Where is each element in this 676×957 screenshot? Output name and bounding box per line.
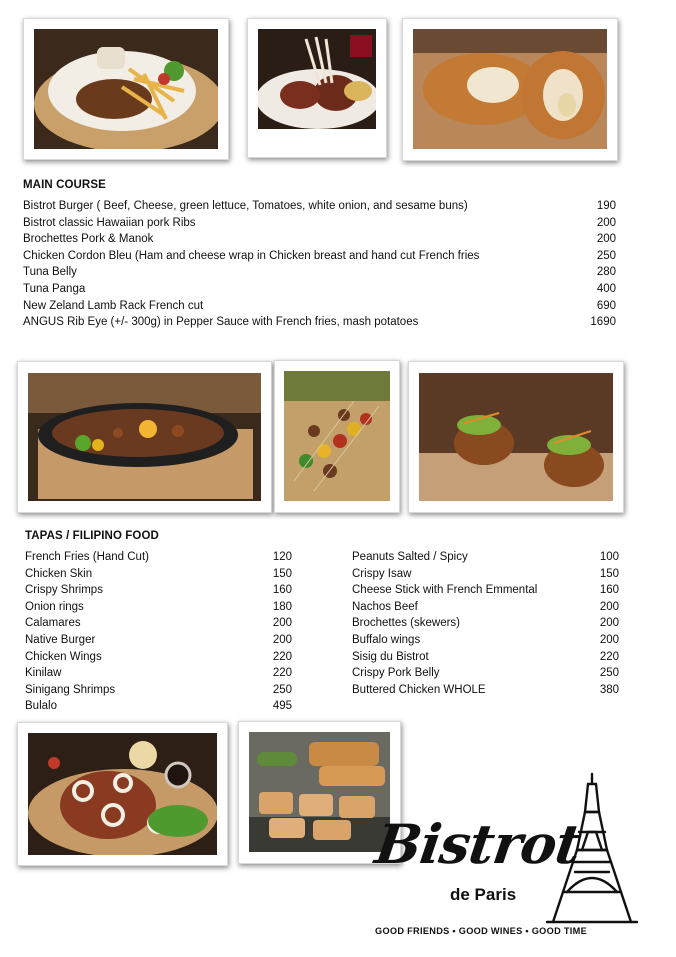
menu-item-row xyxy=(352,582,619,599)
menu-item-row xyxy=(25,615,292,632)
menu-item-name: Kinilaw xyxy=(25,667,62,680)
photo-burger-ribs xyxy=(23,18,229,160)
menu-item-price: 690 xyxy=(596,299,616,312)
photo-sisig-platter xyxy=(17,361,272,513)
menu-item-price: 1690 xyxy=(590,316,616,329)
menu-item-price: 220 xyxy=(599,650,619,663)
menu-item-name: Crispy Shrimps xyxy=(25,584,103,597)
brochette-skewers-image xyxy=(284,371,390,501)
photo-cordon-bleu xyxy=(402,18,618,161)
menu-item-name: Crispy Pork Belly xyxy=(352,667,440,680)
chicken-cordon-bleu-image xyxy=(413,29,607,149)
photo-tapas-bites xyxy=(408,361,624,513)
menu-item-name: Chicken Cordon Bleu (Ham and cheese wrap in Chicken breast and hand cut French fries xyxy=(23,249,480,262)
menu-item-name: Tuna Belly xyxy=(23,266,77,279)
menu-item-name: Buffalo wings xyxy=(352,634,421,646)
menu-item-price: 160 xyxy=(272,584,292,597)
menu-item-price: 200 xyxy=(272,634,292,646)
menu-item-name: Bulalo xyxy=(25,700,57,713)
menu-item-row xyxy=(25,599,292,616)
bistrot-logo xyxy=(368,772,658,947)
menu-item-price: 220 xyxy=(272,667,292,680)
lamb-rack-image xyxy=(258,29,376,129)
menu-item-row xyxy=(352,615,619,632)
menu-item-name: Calamares xyxy=(25,617,81,630)
logo-wordmark: Bistrot xyxy=(371,812,585,876)
menu-item-row xyxy=(23,264,616,281)
menu-item-name: Chicken Skin xyxy=(25,567,93,580)
menu-item-name: Tuna Panga xyxy=(23,283,86,295)
roast-pork-onion-rings-image xyxy=(28,733,217,855)
menu-item-row xyxy=(23,215,616,232)
menu-item-price: 120 xyxy=(272,551,292,563)
menu-item-row xyxy=(352,566,619,583)
menu-item-name: New Zeland Lamb Rack French cut xyxy=(23,299,204,312)
menu-item-row xyxy=(352,649,619,666)
menu-item-row xyxy=(23,314,616,331)
menu-item-row xyxy=(25,649,292,666)
menu-item-price: 495 xyxy=(272,700,292,713)
menu-item-row xyxy=(25,566,292,583)
menu-item-price: 250 xyxy=(272,683,292,696)
menu-item-row xyxy=(25,665,292,682)
menu-item-price: 200 xyxy=(599,617,619,630)
main-course-title: MAIN COURSE xyxy=(23,179,106,191)
menu-item-price: 200 xyxy=(599,634,619,646)
sizzling-sisig-image xyxy=(28,373,261,501)
photo-lamb-rack xyxy=(247,18,387,158)
menu-item-price: 160 xyxy=(599,584,619,597)
menu-item-name: ANGUS Rib Eye (+/- 300g) in Pepper Sauce with French fries, mash potatoes xyxy=(23,316,419,329)
menu-item-name: Cheese Stick with French Emmental xyxy=(352,584,538,597)
menu-item-name: Bistrot Burger ( Beef, Cheese, green lettuce, Tomatoes, white onion, and sesame buns) xyxy=(23,200,468,212)
menu-item-name: Sinigang Shrimps xyxy=(25,683,116,696)
menu-item-name: Onion rings xyxy=(25,600,84,613)
menu-item-price: 150 xyxy=(272,567,292,580)
menu-item-row xyxy=(23,298,616,315)
menu-item-price: 200 xyxy=(272,617,292,630)
menu-item-price: 400 xyxy=(596,283,616,295)
menu-item-name: Peanuts Salted / Spicy xyxy=(352,551,468,563)
menu-item-name: French Fries (Hand Cut) xyxy=(25,551,149,563)
menu-item-price: 200 xyxy=(596,233,616,246)
menu-item-row xyxy=(23,248,616,265)
menu-item-price: 200 xyxy=(599,600,619,613)
menu-item-price: 250 xyxy=(596,249,616,262)
menu-item-price: 280 xyxy=(596,266,616,279)
menu-item-row xyxy=(23,198,616,215)
crispy-bites-image xyxy=(419,373,613,501)
menu-item-name: Crispy Isaw xyxy=(352,567,412,580)
menu-item-name: Brochettes (skewers) xyxy=(352,617,461,630)
menu-item-name: Native Burger xyxy=(25,634,96,646)
menu-item-name: Nachos Beef xyxy=(352,600,418,613)
menu-item-name: Bistrot classic Hawaiian pork Ribs xyxy=(23,216,196,229)
menu-item-row xyxy=(352,549,619,566)
menu-item-price: 190 xyxy=(596,200,616,212)
menu-item-price: 380 xyxy=(599,683,619,696)
menu-item-row xyxy=(23,281,616,298)
menu-item-price: 100 xyxy=(599,551,619,563)
menu-item-row xyxy=(25,698,292,715)
photo-pork-roast xyxy=(17,722,228,866)
menu-item-row xyxy=(352,665,619,682)
menu-item-name: Buttered Chicken WHOLE xyxy=(352,683,486,696)
menu-item-name: Sisig du Bistrot xyxy=(352,650,429,663)
tapas-title: TAPAS / FILIPINO FOOD xyxy=(25,530,159,542)
menu-item-name: Chicken Wings xyxy=(25,650,102,663)
logo-subtitle: de Paris xyxy=(450,885,517,904)
menu-item-price: 220 xyxy=(272,650,292,663)
menu-item-row xyxy=(25,632,292,649)
menu-item-name: Brochettes Pork & Manok xyxy=(23,233,154,246)
menu-item-row xyxy=(352,682,619,699)
menu-item-price: 150 xyxy=(599,567,619,580)
menu-item-row xyxy=(25,549,292,566)
menu-item-row xyxy=(23,231,616,248)
logo-tagline: GOOD FRIENDS • GOOD WINES • GOOD TIME xyxy=(375,926,588,936)
menu-item-row xyxy=(25,582,292,599)
photo-skewers xyxy=(274,360,400,513)
plated-ribs-fries-image xyxy=(34,29,218,149)
menu-item-price: 250 xyxy=(599,667,619,680)
menu-item-price: 180 xyxy=(272,600,292,613)
menu-item-row xyxy=(352,632,619,649)
menu-item-row xyxy=(25,682,292,699)
menu-item-price: 200 xyxy=(596,216,616,229)
menu-item-row xyxy=(352,599,619,616)
